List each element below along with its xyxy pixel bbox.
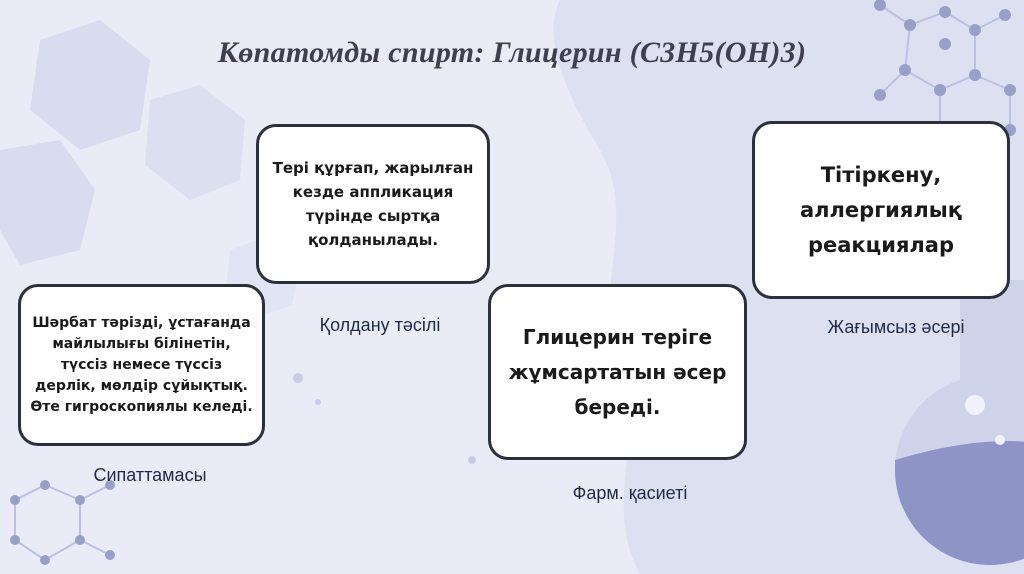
background-hexagon xyxy=(0,140,95,265)
usage-card-text: Тері құрғап, жарылған кезде аппликация түрінде сыртқа қолданылады. xyxy=(272,159,474,249)
side-effects-card-text: Тітіркену, аллергиялық реакциялар xyxy=(799,162,962,257)
page-title: Көпатомды спирт: Глицерин (C3H5(OH)3) xyxy=(217,36,807,69)
background-hexagon xyxy=(145,85,245,200)
usage-card xyxy=(256,124,490,284)
pharm-property-card-text: Глицерин теріге жұмсартатын әсер береді. xyxy=(508,324,727,419)
pharm-property-card xyxy=(488,284,747,460)
side-effects-label: Жағымсыз әсері xyxy=(827,317,965,337)
usage-label: Қолдану тәсілі xyxy=(319,315,441,335)
description-label: Сипаттамасы xyxy=(93,465,207,485)
pharm-property-label: Фарм. қасиеті xyxy=(572,483,688,503)
molecule-bottom-left xyxy=(15,485,110,560)
side-effects-card xyxy=(752,121,1010,299)
description-card-text: Шәрбат тәрізді, ұстағанда майлылығы білінетін, түссіз немесе түссіз дерлік, мөлдір сұйықтық. Өте гигроскопиялы келеді. xyxy=(30,314,253,415)
description-card xyxy=(18,284,265,446)
